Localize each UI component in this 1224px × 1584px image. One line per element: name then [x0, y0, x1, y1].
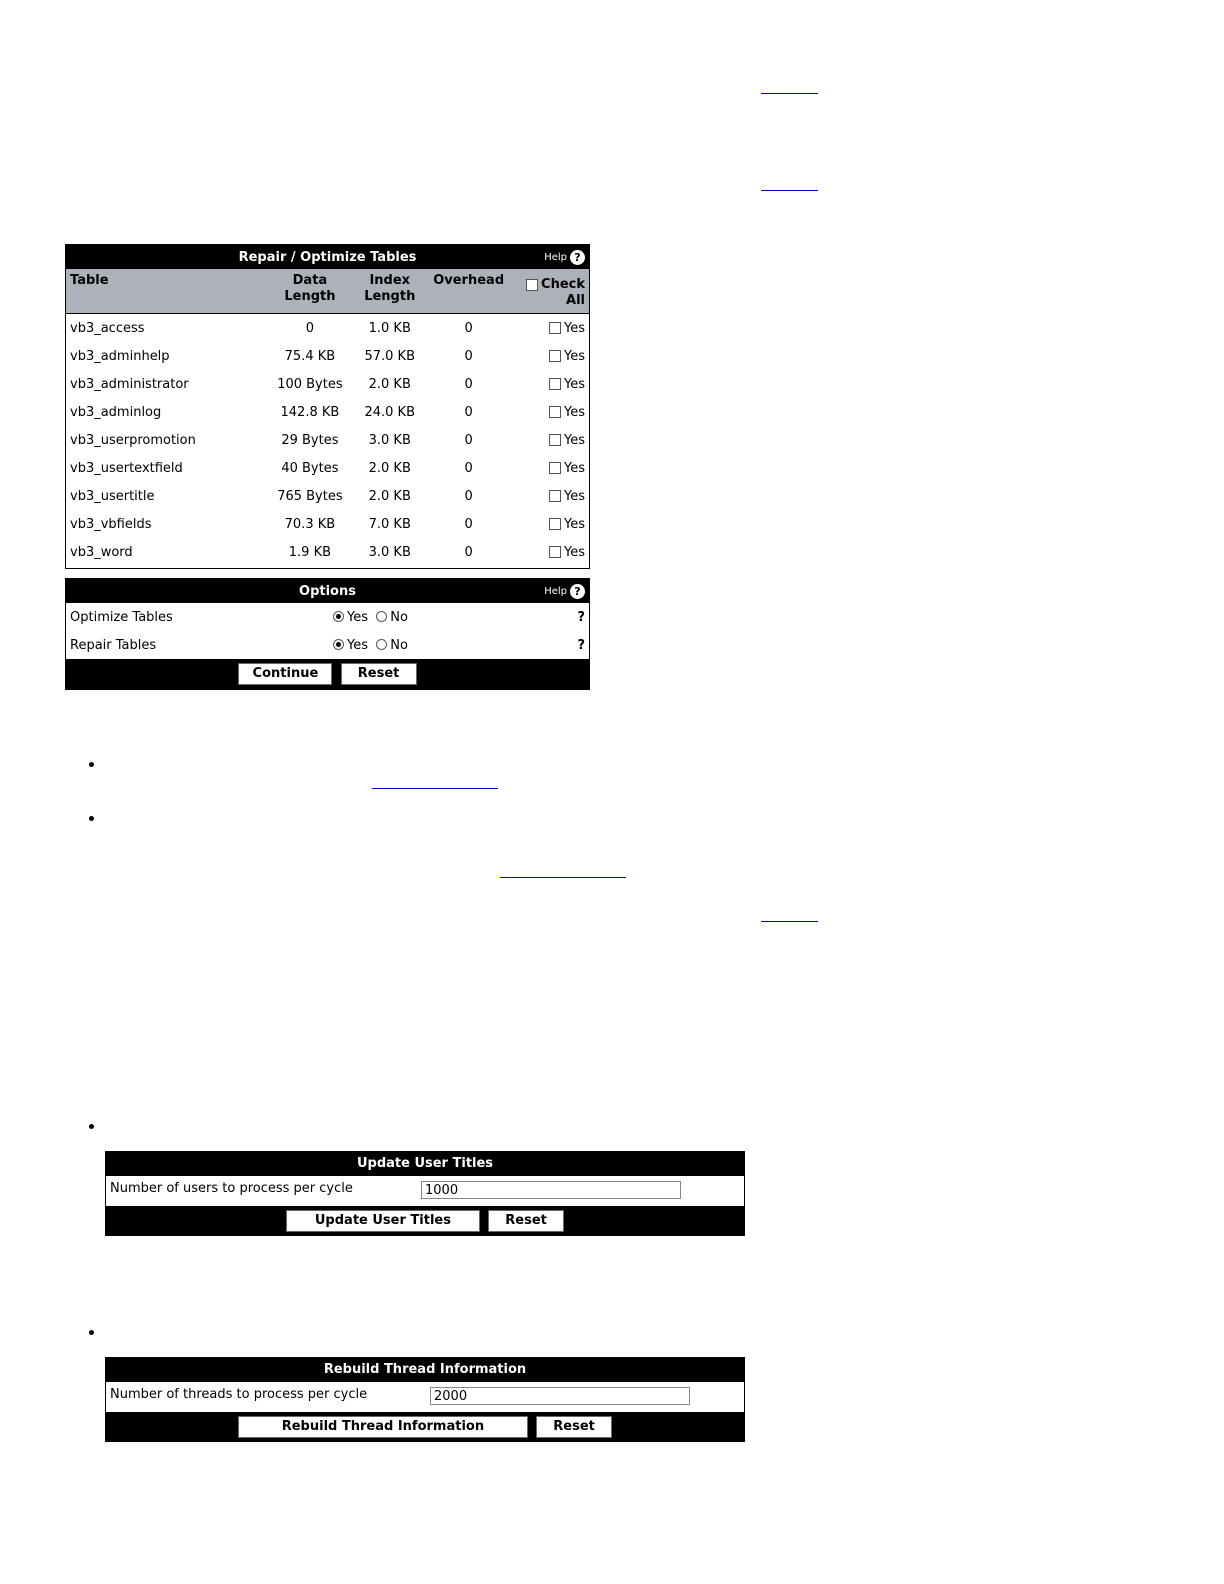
column-header-table: Table — [66, 269, 266, 314]
top-link-2[interactable] — [761, 190, 818, 191]
data-length: 75.4 KB — [284, 348, 336, 364]
overhead: 0 — [464, 488, 473, 504]
row-check-cell[interactable] — [513, 398, 590, 426]
options-header-bar — [66, 579, 590, 604]
row-checkbox[interactable] — [549, 546, 561, 558]
option-row-optimize — [66, 603, 590, 631]
rebuild-thread-info-button[interactable]: Rebuild Thread Information — [238, 1416, 528, 1438]
optimize-yes-radio[interactable] — [333, 611, 344, 622]
repair-help-icon[interactable]: ? — [577, 637, 585, 653]
mid-link-2[interactable] — [500, 877, 626, 878]
repair-yes-radio[interactable] — [333, 639, 344, 650]
table-row — [66, 454, 590, 482]
overhead: 0 — [464, 320, 473, 336]
row-checkbox-label: Yes — [564, 432, 585, 448]
row-checkbox[interactable] — [549, 462, 561, 474]
data-length: 142.8 KB — [280, 404, 340, 420]
index-length: 3.0 KB — [368, 544, 411, 560]
update-user-titles-reset-button[interactable]: Reset — [488, 1210, 564, 1232]
row-check-cell[interactable] — [513, 454, 590, 482]
column-header-data-length: Data Length — [265, 269, 355, 314]
index-length: 57.0 KB — [364, 348, 416, 364]
index-length: 2.0 KB — [368, 488, 411, 504]
table-row — [66, 538, 590, 569]
data-length: 40 Bytes — [281, 460, 339, 476]
users-per-cycle-label: Number of users to process per cycle — [110, 1181, 353, 1196]
update-user-titles-title: Update User Titles — [356, 1156, 494, 1171]
optimize-no-radio[interactable] — [376, 611, 387, 622]
rebuild-thread-info-reset-button[interactable]: Reset — [536, 1416, 612, 1438]
overhead: 0 — [464, 404, 473, 420]
row-check-cell[interactable] — [513, 314, 590, 343]
mid-link-1[interactable] — [372, 788, 498, 789]
row-checkbox[interactable] — [549, 350, 561, 362]
list-bullet — [89, 816, 94, 821]
row-check-cell[interactable] — [513, 342, 590, 370]
update-user-titles-button[interactable]: Update User Titles — [286, 1210, 480, 1232]
threads-per-cycle-label: Number of threads to process per cycle — [110, 1387, 368, 1402]
option-row-repair — [66, 631, 590, 659]
row-checkbox-label: Yes — [564, 376, 585, 392]
update-user-titles-header — [106, 1152, 744, 1176]
overhead: 0 — [464, 348, 473, 364]
row-checkbox[interactable] — [549, 406, 561, 418]
table-name: vb3_adminlog — [70, 404, 162, 420]
users-per-cycle-input[interactable]: 1000 — [421, 1181, 681, 1199]
overhead: 0 — [464, 432, 473, 448]
repair-table-title: Repair / Optimize Tables — [238, 249, 417, 265]
options-title: Options — [299, 583, 356, 599]
help-label: Help — [544, 252, 567, 263]
row-checkbox-label: Yes — [564, 348, 585, 364]
row-checkbox-label: Yes — [564, 488, 585, 504]
row-check-cell[interactable] — [513, 370, 590, 398]
row-checkbox[interactable] — [549, 322, 561, 334]
radio-label-no: No — [390, 637, 408, 653]
table-name: vb3_word — [70, 544, 133, 560]
reset-button[interactable]: Reset — [341, 663, 417, 685]
row-checkbox[interactable] — [549, 518, 561, 530]
data-length: 765 Bytes — [277, 488, 343, 504]
update-user-titles-panel — [105, 1151, 745, 1236]
option-label: Repair Tables — [70, 637, 157, 653]
row-checkbox[interactable] — [549, 378, 561, 390]
repair-help-link[interactable] — [544, 250, 585, 265]
index-length: 1.0 KB — [368, 320, 411, 336]
help-label: Help — [544, 586, 567, 597]
radio-label-no: No — [390, 609, 408, 625]
repair-table-header-bar — [66, 245, 590, 270]
table-row — [66, 370, 590, 398]
option-label: Optimize Tables — [70, 609, 173, 625]
index-length: 2.0 KB — [368, 376, 411, 392]
help-icon[interactable]: ? — [570, 584, 585, 599]
overhead: 0 — [464, 516, 473, 532]
update-user-titles-button-bar — [106, 1206, 744, 1235]
table-name: vb3_vbfields — [70, 516, 152, 532]
options-table — [65, 578, 590, 690]
row-check-cell[interactable] — [513, 482, 590, 510]
rebuild-thread-info-header — [106, 1358, 744, 1382]
repair-no-radio[interactable] — [376, 639, 387, 650]
column-header-overhead: Overhead — [425, 269, 513, 314]
row-checkbox-label: Yes — [564, 544, 585, 560]
table-row — [66, 342, 590, 370]
overhead: 0 — [464, 460, 473, 476]
row-checkbox-label: Yes — [564, 320, 585, 336]
mid-link-3[interactable] — [761, 921, 818, 922]
table-name: vb3_userpromotion — [70, 432, 196, 448]
check-all-checkbox[interactable] — [526, 279, 538, 291]
index-length: 3.0 KB — [368, 432, 411, 448]
row-check-cell[interactable] — [513, 538, 590, 569]
row-checkbox[interactable] — [549, 490, 561, 502]
radio-label-yes: Yes — [347, 637, 369, 653]
threads-per-cycle-input[interactable]: 2000 — [430, 1387, 690, 1405]
data-length: 70.3 KB — [284, 516, 336, 532]
data-length: 1.9 KB — [288, 544, 332, 560]
list-bullet — [89, 762, 94, 767]
index-length: 24.0 KB — [364, 404, 416, 420]
row-checkbox[interactable] — [549, 434, 561, 446]
table-row — [66, 398, 590, 426]
data-length: 100 Bytes — [277, 376, 343, 392]
rebuild-thread-info-button-bar — [106, 1412, 744, 1441]
rebuild-thread-info-title: Rebuild Thread Information — [323, 1362, 527, 1377]
top-link-1[interactable] — [761, 93, 818, 94]
continue-button[interactable]: Continue — [238, 663, 332, 685]
radio-label-yes: Yes — [347, 609, 369, 625]
check-all-cell[interactable]: Check All — [513, 269, 590, 314]
options-help-link[interactable] — [544, 584, 585, 599]
table-name: vb3_adminhelp — [70, 348, 170, 364]
table-name: vb3_usertitle — [70, 488, 155, 504]
table-row — [66, 426, 590, 454]
table-name: vb3_usertextfield — [70, 460, 183, 476]
row-check-cell[interactable] — [513, 426, 590, 454]
options-button-bar — [66, 659, 590, 690]
table-row — [66, 482, 590, 510]
table-name: vb3_access — [70, 320, 145, 336]
index-length: 2.0 KB — [368, 460, 411, 476]
overhead: 0 — [464, 376, 473, 392]
list-bullet — [89, 1330, 94, 1335]
repair-optimize-table — [65, 244, 590, 569]
row-checkbox-label: Yes — [564, 460, 585, 476]
row-check-cell[interactable] — [513, 510, 590, 538]
list-bullet — [89, 1124, 94, 1129]
rebuild-thread-info-panel — [105, 1357, 745, 1442]
data-length: 0 — [305, 320, 315, 336]
row-checkbox-label: Yes — [564, 404, 585, 420]
index-length: 7.0 KB — [368, 516, 411, 532]
row-checkbox-label: Yes — [564, 516, 585, 532]
repair-table-column-headers — [66, 269, 590, 314]
optimize-help-icon[interactable]: ? — [577, 609, 585, 625]
table-name: vb3_administrator — [70, 376, 189, 392]
data-length: 29 Bytes — [281, 432, 339, 448]
table-row — [66, 510, 590, 538]
column-header-index-length: Index Length — [355, 269, 425, 314]
table-row — [66, 314, 590, 343]
overhead: 0 — [464, 544, 473, 560]
help-icon[interactable]: ? — [570, 250, 585, 265]
